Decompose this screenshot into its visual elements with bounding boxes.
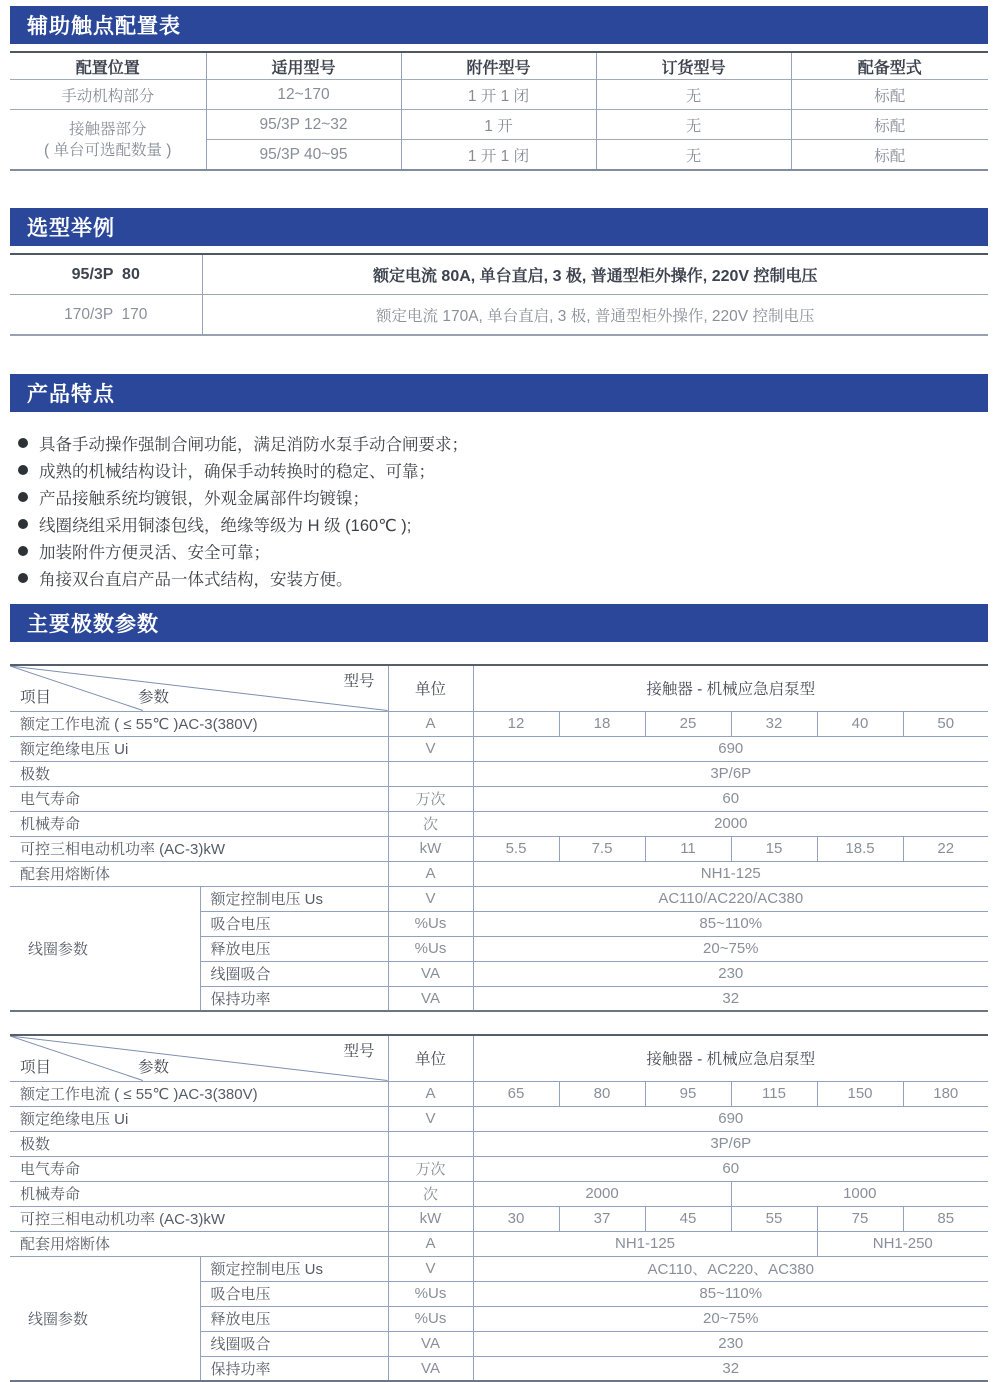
spec-value-cell: 75 xyxy=(817,1206,903,1231)
spec-row-fuse xyxy=(10,1231,988,1256)
spec-value-cell: AC110/AC220/AC380 xyxy=(473,886,988,911)
column-header-accessory: 附件型号 xyxy=(401,52,596,80)
unit-cell: A xyxy=(388,1081,473,1106)
cell-form: 标配 xyxy=(791,80,988,110)
cell-order: 无 xyxy=(596,110,791,140)
bullet-icon xyxy=(18,438,28,448)
corner-label-item: 项目 xyxy=(20,1058,52,1076)
unit-cell: %Us xyxy=(388,936,473,961)
spec-value-cell: 230 xyxy=(473,1331,988,1356)
coil-group-label: 线圈参数 xyxy=(10,886,200,1011)
group-column-header: 接触器 - 机械应急启泵型 xyxy=(646,1051,816,1069)
cell-order: 无 xyxy=(596,80,791,110)
section-title: 产品特点 xyxy=(27,383,115,406)
group-column-header: 接触器 - 机械应急启泵型 xyxy=(646,681,816,699)
spec-value-cell: 37 xyxy=(559,1206,645,1231)
section-header-specs xyxy=(10,604,988,642)
spec-value-cell: 55 xyxy=(731,1206,817,1231)
spec-value-cell: NH1-250 xyxy=(817,1231,988,1256)
cell-accessory: 1 开 1 闭 xyxy=(401,80,596,110)
spec-sublabel-cell: 保持功率 xyxy=(200,1356,388,1381)
list-item xyxy=(18,483,988,510)
spec-label-cell: 配套用熔断体 xyxy=(10,861,388,886)
spec-value-cell: 1000 xyxy=(731,1181,988,1206)
cell-order: 无 xyxy=(596,140,791,171)
unit-cell: V xyxy=(388,886,473,911)
unit-cell: 次 xyxy=(388,811,473,836)
spec-value-cell: 20~75% xyxy=(473,1306,988,1331)
table-row xyxy=(10,110,988,140)
bullet-icon xyxy=(18,492,28,502)
spec-label-cell: 机械寿命 xyxy=(10,811,388,836)
spec-label-cell: 电气寿命 xyxy=(10,786,388,811)
spec-value-cell: 115 xyxy=(731,1081,817,1106)
spec-header-row xyxy=(10,1035,988,1081)
spec-value-cell: 2000 xyxy=(473,1181,731,1206)
spec-row-coil-voltage xyxy=(10,886,988,911)
spec-label-cell: 额定工作电流 ( ≤ 55℃ )AC-3(380V) xyxy=(10,1081,388,1106)
unit-cell: VA xyxy=(388,986,473,1011)
spec-label-cell: 极数 xyxy=(10,761,388,786)
unit-cell: kW xyxy=(388,836,473,861)
spec-sublabel-cell: 吸合电压 xyxy=(200,911,388,936)
feature-text: 具备手动操作强制合闸功能，满足消防水泵手动合闸要求； xyxy=(39,435,468,454)
corner-label-param: 参数 xyxy=(138,688,170,706)
spec-value-cell: 690 xyxy=(473,1106,988,1131)
spec-label-cell: 可控三相电动机功率 (AC-3)kW xyxy=(10,836,388,861)
spec-value-cell: 18.5 xyxy=(817,836,903,861)
unit-cell: 次 xyxy=(388,1181,473,1206)
cell-model: 95/3P 12~32 xyxy=(206,110,401,140)
spec-row-insulation-voltage xyxy=(10,736,988,761)
column-header-model: 适用型号 xyxy=(206,52,401,80)
spec-value-cell: 22 xyxy=(903,836,988,861)
spec-sublabel-cell: 吸合电压 xyxy=(200,1281,388,1306)
merged-line-1: 接触器部分 xyxy=(68,120,147,138)
spec-label-cell: 可控三相电动机功率 (AC-3)kW xyxy=(10,1206,388,1231)
diagonal-header-cell xyxy=(10,1035,388,1081)
list-item xyxy=(18,429,988,456)
spec-value-cell: 180 xyxy=(903,1081,988,1106)
spec-row-rated-current xyxy=(10,1081,988,1106)
cell-example-desc: 额定电流 170A, 单台直启, 3 极, 普通型柜外操作, 220V 控制电压 xyxy=(202,295,988,336)
section-title: 主要极数参数 xyxy=(27,613,159,636)
bullet-icon xyxy=(18,546,28,556)
spec-value-cell: 690 xyxy=(473,736,988,761)
spec-row-poles xyxy=(10,1131,988,1156)
unit-cell: A xyxy=(388,861,473,886)
spec-value-cell: 50 xyxy=(903,711,988,736)
cell-accessory: 1 开 1 闭 xyxy=(401,140,596,171)
spec-row-motor-power xyxy=(10,1206,988,1231)
spec-label-cell: 极数 xyxy=(10,1131,388,1156)
feature-text: 加装附件方便灵活、安全可靠； xyxy=(39,543,270,562)
cell-model: 12~170 xyxy=(206,80,401,110)
spec-row-electrical-life xyxy=(10,786,988,811)
cell-accessory: 1 开 xyxy=(401,110,596,140)
diagonal-lines xyxy=(10,666,388,711)
spec-value-cell: 40 xyxy=(817,711,903,736)
spec-sublabel-cell: 释放电压 xyxy=(200,1306,388,1331)
diagonal-header-cell xyxy=(10,665,388,711)
unit-cell xyxy=(388,1131,473,1156)
list-item xyxy=(18,564,988,591)
spec-value-cell: 3P/6P xyxy=(473,761,988,786)
unit-cell: 万次 xyxy=(388,786,473,811)
table-row xyxy=(10,80,988,110)
spec-label-cell: 额定工作电流 ( ≤ 55℃ )AC-3(380V) xyxy=(10,711,388,736)
unit-cell xyxy=(388,761,473,786)
spec-sublabel-cell: 线圈吸合 xyxy=(200,1331,388,1356)
spec-value-cell: 65 xyxy=(473,1081,559,1106)
unit-cell: V xyxy=(388,1256,473,1281)
spec-value-cell: 60 xyxy=(473,1156,988,1181)
unit-cell: %Us xyxy=(388,1306,473,1331)
unit-cell: V xyxy=(388,736,473,761)
table-row xyxy=(10,254,988,295)
cell-form: 标配 xyxy=(791,140,988,171)
aux-contact-table xyxy=(10,51,988,171)
spec-value-cell: 150 xyxy=(817,1081,903,1106)
spec-value-cell: 12 xyxy=(473,711,559,736)
spec-value-cell: 85 xyxy=(903,1206,988,1231)
bullet-icon xyxy=(18,519,28,529)
spec-value-cell: 18 xyxy=(559,711,645,736)
spec-sublabel-cell: 线圈吸合 xyxy=(200,961,388,986)
bullet-icon xyxy=(18,465,28,475)
spec-label-cell: 电气寿命 xyxy=(10,1156,388,1181)
list-item xyxy=(18,510,988,537)
cell-form: 标配 xyxy=(791,110,988,140)
spec-row-insulation-voltage xyxy=(10,1106,988,1131)
section-title: 选型举例 xyxy=(27,217,115,240)
unit-cell: VA xyxy=(388,1356,473,1381)
spec-value-cell: AC110、AC220、AC380 xyxy=(473,1256,988,1281)
spec-row-mechanical-life xyxy=(10,1181,988,1206)
table-row xyxy=(10,295,988,336)
section-header-features xyxy=(10,374,988,412)
unit-cell: 万次 xyxy=(388,1156,473,1181)
spec-row-mechanical-life xyxy=(10,811,988,836)
cell-example-model: 170/3P 170 xyxy=(10,295,202,336)
corner-label-model: 型号 xyxy=(343,1043,375,1060)
column-header-position: 配置位置 xyxy=(10,52,206,80)
spec-value-cell: 7.5 xyxy=(559,836,645,861)
bullet-icon xyxy=(18,573,28,583)
unit-cell: A xyxy=(388,711,473,736)
spec-value-cell: NH1-125 xyxy=(473,861,988,886)
feature-text: 成熟的机械结构设计，确保手动转换时的稳定、可靠； xyxy=(39,462,435,481)
unit-cell: kW xyxy=(388,1206,473,1231)
corner-label-param: 参数 xyxy=(138,1058,170,1076)
list-item xyxy=(18,456,988,483)
spec-value-cell: 45 xyxy=(645,1206,731,1231)
spec-label-cell: 额定绝缘电压 Ui xyxy=(10,1106,388,1131)
spec-value-cell: 60 xyxy=(473,786,988,811)
cell-position-merged xyxy=(10,110,206,171)
spec-value-cell: 230 xyxy=(473,961,988,986)
unit-cell: V xyxy=(388,1106,473,1131)
spec-table-large-frame xyxy=(10,1034,988,1382)
unit-cell: VA xyxy=(388,961,473,986)
spec-sublabel-cell: 额定控制电压 Us xyxy=(200,886,388,911)
cell-example-desc: 额定电流 80A, 单台直启, 3 极, 普通型柜外操作, 220V 控制电压 xyxy=(372,268,818,285)
unit-cell: VA xyxy=(388,1331,473,1356)
unit-cell: %Us xyxy=(388,1281,473,1306)
cell-example-model: 95/3P 80 xyxy=(10,254,202,295)
corner-label-item: 项目 xyxy=(20,688,52,706)
merged-line-2: ( 单台可选配数量 ) xyxy=(44,141,172,159)
spec-sublabel-cell: 额定控制电压 Us xyxy=(200,1256,388,1281)
unit-cell: %Us xyxy=(388,911,473,936)
section-header-examples xyxy=(10,208,988,246)
unit-column-header: 单位 xyxy=(388,1035,473,1081)
feature-text: 线圈绕组采用铜漆包线，绝缘等级为 H 级 (160℃ ); xyxy=(39,516,412,535)
spec-label-cell: 机械寿命 xyxy=(10,1181,388,1206)
spec-value-cell: 32 xyxy=(473,986,988,1011)
spec-header-row xyxy=(10,665,988,711)
unit-cell: A xyxy=(388,1231,473,1256)
spec-value-cell: 3P/6P xyxy=(473,1131,988,1156)
cell-position: 手动机构部分 xyxy=(10,80,206,110)
spec-sublabel-cell: 释放电压 xyxy=(200,936,388,961)
spec-value-cell: 25 xyxy=(645,711,731,736)
column-header-form: 配备型式 xyxy=(857,59,922,77)
spec-row-electrical-life xyxy=(10,1156,988,1181)
spec-value-cell: 11 xyxy=(645,836,731,861)
spec-row-rated-current xyxy=(10,711,988,736)
spec-value-cell: 85~110% xyxy=(473,911,988,936)
feature-text: 产品接触系统均镀银，外观金属部件均镀镍； xyxy=(39,489,369,508)
unit-column-header: 单位 xyxy=(388,665,473,711)
spec-row-poles xyxy=(10,761,988,786)
spec-table-small-frame xyxy=(10,664,988,1012)
spec-value-cell: 15 xyxy=(731,836,817,861)
diagonal-lines xyxy=(10,1036,388,1081)
spec-value-cell: 32 xyxy=(473,1356,988,1381)
spec-value-cell: 2000 xyxy=(473,811,988,836)
spec-value-cell: 20~75% xyxy=(473,936,988,961)
spec-value-cell: NH1-125 xyxy=(473,1231,817,1256)
cell-model: 95/3P 40~95 xyxy=(206,140,401,171)
feature-list xyxy=(10,429,988,591)
table-header-row xyxy=(10,52,988,80)
column-header-order: 订货型号 xyxy=(596,52,791,80)
section-header-aux-contact xyxy=(10,6,988,44)
spec-value-cell: 32 xyxy=(731,711,817,736)
spec-label-cell: 额定绝缘电压 Ui xyxy=(10,736,388,761)
spec-sublabel-cell: 保持功率 xyxy=(200,986,388,1011)
list-item xyxy=(18,537,988,564)
coil-group-label: 线圈参数 xyxy=(10,1256,200,1381)
spec-row-motor-power xyxy=(10,836,988,861)
spec-row-fuse xyxy=(10,861,988,886)
corner-label-model: 型号 xyxy=(343,673,375,690)
spec-value-cell: 5.5 xyxy=(473,836,559,861)
spec-value-cell: 85~110% xyxy=(473,1281,988,1306)
spec-row-coil-voltage xyxy=(10,1256,988,1281)
selection-example-table xyxy=(10,253,988,336)
spec-value-cell: 30 xyxy=(473,1206,559,1231)
feature-text: 角接双台直启产品一体式结构，安装方便。 xyxy=(39,570,353,589)
spec-value-cell: 95 xyxy=(645,1081,731,1106)
spec-value-cell: 80 xyxy=(559,1081,645,1106)
spec-label-cell: 配套用熔断体 xyxy=(10,1231,388,1256)
section-title: 辅助触点配置表 xyxy=(27,15,181,38)
